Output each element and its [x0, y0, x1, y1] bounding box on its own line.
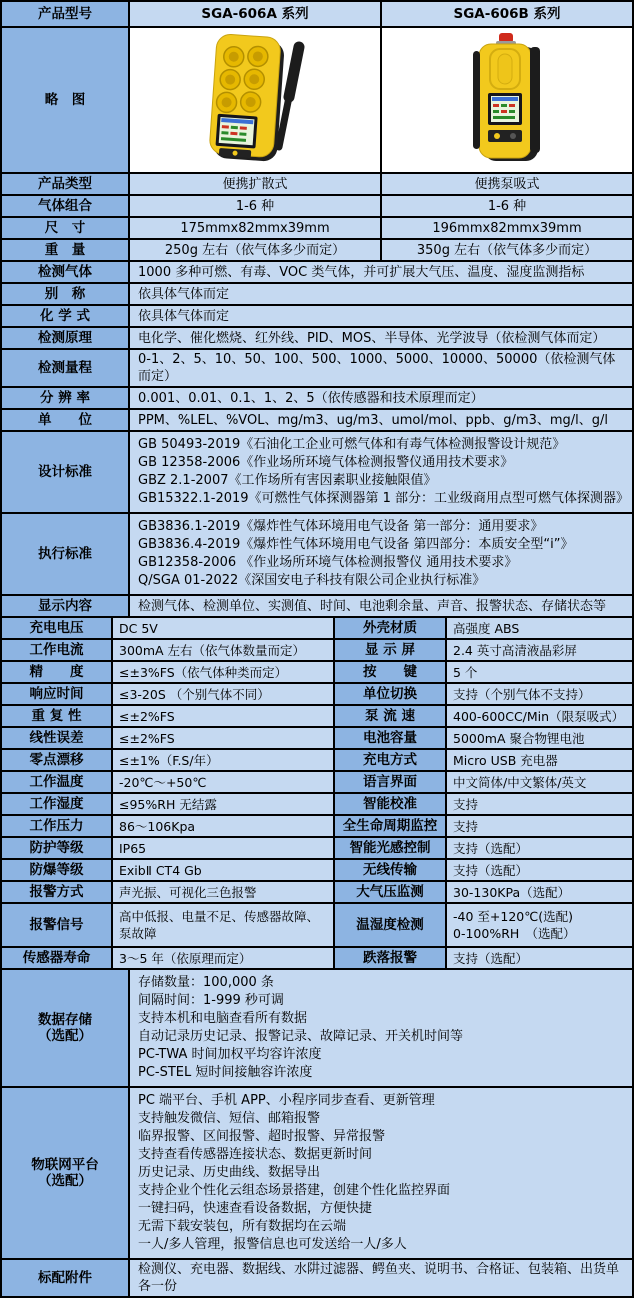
text-line: 依具体气体而定 — [138, 308, 230, 324]
text-line: Q/SGA 01-2022《深国安电子科技有限公司企业执行标准》 — [138, 573, 486, 588]
row-label-alarm-signal — [2, 904, 113, 946]
text-line: 检测气体、检测单位、实测值、时间、电池剩余量、声音、报警状态、存储状态等 — [138, 598, 607, 614]
text-line: 防护等级 — [29, 840, 84, 856]
spec-row-detect-gas — [2, 262, 632, 284]
text-line: 350g 左右（依气体多少而定） — [416, 242, 598, 258]
value-dimensions-b — [382, 218, 632, 238]
row-label-resolution — [2, 388, 130, 408]
value-detect-gas — [130, 262, 632, 282]
value-linearity-error-2 — [447, 728, 632, 748]
row-label-working-temperature — [2, 772, 113, 792]
value-response-time-2 — [447, 684, 632, 704]
text-line: ExibⅡ CT4 Gb — [119, 862, 202, 878]
row-label-sensor-life — [2, 948, 113, 968]
spec-row-zero-drift — [2, 750, 632, 772]
spec-row-linearity-error — [2, 728, 632, 750]
text-line: 1-6 种 — [235, 198, 275, 214]
value-alias — [130, 284, 632, 304]
text-line: 196mmx82mmx39mm — [432, 220, 582, 236]
row-label-response-time — [2, 684, 113, 704]
text-line: 支持 — [453, 818, 479, 834]
value-zero-drift-1 — [113, 750, 335, 770]
text-line: ≤±1%（F.S/年） — [119, 752, 219, 768]
value-standard-accessories — [130, 1260, 632, 1296]
value-gas-combination-b — [382, 196, 632, 216]
text-line: 高中低报、电量不足、传感器故障、泵故障 — [119, 909, 320, 941]
text-line: ≤95%RH 无结露 — [119, 796, 217, 812]
row-label-explosion-proof-rating — [2, 860, 113, 880]
text-line: 别 称 — [44, 286, 86, 302]
value-working-humidity-2 — [447, 794, 632, 814]
text-line: 175mmx82mmx39mm — [180, 220, 330, 236]
row-label-zero-drift-2 — [335, 750, 447, 770]
text-line: 0-1、2、5、10、50、100、500、1000、5000、10000、50000（依检测气体而定） — [138, 352, 616, 384]
text-line: 充电电压 — [29, 620, 84, 636]
text-line: 中文简体/中文繁体/英文 — [453, 774, 587, 790]
row-label-response-time-2 — [335, 684, 447, 704]
text-line: 检测仪、充电器、数据线、水阱过滤器、鳄鱼夹、说明书、合格证、包装箱、出货单各一份 — [138, 1262, 620, 1294]
row-label-detect-principle — [2, 328, 130, 348]
text-line: 智能光感控制 — [349, 840, 431, 856]
text-line: 报警方式 — [29, 884, 84, 900]
value-working-current-2 — [447, 640, 632, 660]
text-line: 精 度 — [29, 664, 84, 680]
value-execution-standards — [130, 514, 632, 594]
text-line: 支持（选配） — [453, 840, 529, 856]
row-label-detect-gas — [2, 262, 130, 282]
value-working-temperature-2 — [447, 772, 632, 792]
text-line: 2.4 英寸高清液晶彩屏 — [453, 642, 577, 658]
text-line: 显 示 屏 — [365, 642, 415, 658]
text-line: （选配） — [38, 1028, 92, 1044]
value-sensor-life-1 — [113, 948, 335, 968]
text-line: 尺 寸 — [44, 220, 86, 236]
text-line: ≤±3%FS（依气体种类而定） — [119, 664, 288, 680]
text-line: 30-130KPa（选配） — [453, 884, 571, 900]
text-line: 重 量 — [44, 242, 86, 258]
value-resolution — [130, 388, 632, 408]
text-line: 支持触发微信、短信、邮箱报警 — [138, 1111, 321, 1126]
text-line: 1000 多种可燃、有毒、VOC 类气体，并可扩展大气压、温度、湿度监测指标 — [138, 264, 585, 280]
spec-row-sensor-life — [2, 948, 632, 970]
text-line: 防爆等级 — [29, 862, 84, 878]
row-label-weight — [2, 240, 130, 260]
value-repeatability-1 — [113, 706, 335, 726]
text-line: 显示内容 — [38, 598, 92, 614]
value-product-type-a — [130, 174, 382, 194]
row-label-iot-platform — [2, 1088, 130, 1258]
text-line: 一人/多人管理，报警信息也可发送给一人/多人 — [138, 1237, 407, 1252]
value-weight-a — [130, 240, 382, 260]
spec-row-alarm-signal — [2, 904, 632, 948]
text-line: 语言界面 — [363, 774, 417, 790]
text-line: 物联网平台 — [31, 1157, 99, 1173]
value-working-pressure-1 — [113, 816, 335, 836]
row-label-standard-accessories — [2, 1260, 130, 1296]
text-line: GB15322.1-2019《可燃性气体探测器第 1 部分：工业级商用点型可燃气体探测器》 — [138, 491, 630, 506]
text-line: PC-TWA 时间加权平均容许浓度 — [138, 1047, 322, 1062]
text-line: 检测原理 — [38, 330, 92, 346]
text-line: 产品类型 — [38, 176, 92, 192]
value-alarm-signal-2 — [447, 904, 632, 946]
text-line: 气体组合 — [38, 198, 92, 214]
text-line: 依具体气体而定 — [138, 286, 230, 302]
row-label-charge-voltage-2 — [335, 618, 447, 638]
spec-row-execution-standards — [2, 514, 632, 596]
spec-row-repeatability — [2, 706, 632, 728]
spec-row-gas-combination — [2, 196, 632, 218]
column-header-sga-606a: SGA-606A 系列 — [130, 2, 382, 26]
text-line: 化 学 式 — [40, 308, 90, 324]
text-line: 3～5 年（依原理而定） — [119, 950, 252, 966]
value-sensor-life-2 — [447, 948, 632, 968]
row-label-linearity-error-2 — [335, 728, 447, 748]
text-line: GB3836.1-2019《爆炸性气体环境用电气设备 第一部分：通用要求》 — [138, 519, 544, 534]
text-line: 大气压监测 — [356, 884, 424, 900]
text-line: IP65 — [119, 840, 147, 856]
spec-row-response-time — [2, 684, 632, 706]
row-label-alarm-mode-2 — [335, 882, 447, 902]
row-label-repeatability-2 — [335, 706, 447, 726]
value-accuracy-1 — [113, 662, 335, 682]
text-line: 一键扫码，快速查看设备数据，方便快捷 — [138, 1201, 373, 1216]
row-label-dimensions — [2, 218, 130, 238]
text-line: PPM、%LEL、%VOL、mg/m3、ug/m3、umol/mol、ppb、g/m3、mg/l、g/l — [138, 412, 609, 428]
spec-row-sketch — [2, 28, 632, 174]
text-line: 全生命周期监控 — [342, 818, 438, 834]
spec-row-display-content — [2, 596, 632, 618]
text-line: 跌落报警 — [363, 950, 417, 966]
value-working-current-1 — [113, 640, 335, 660]
row-label-data-storage — [2, 970, 130, 1086]
text-line: 无线传输 — [363, 862, 417, 878]
text-line: 数据存储 — [38, 1012, 92, 1028]
spec-row-chemical-formula — [2, 306, 632, 328]
row-label-repeatability — [2, 706, 113, 726]
value-linearity-error-1 — [113, 728, 335, 748]
text-line: 外壳材质 — [363, 620, 417, 636]
text-line: 智能校准 — [363, 796, 417, 812]
text-line: 1-6 种 — [487, 198, 527, 214]
value-protection-rating-2 — [447, 838, 632, 858]
spec-row-working-humidity — [2, 794, 632, 816]
row-label-linearity-error — [2, 728, 113, 748]
spec-row-charge-voltage — [2, 618, 632, 640]
text-line: 历史记录、历史曲线、数据导出 — [138, 1165, 321, 1180]
text-line: 支持（个别气体不支持） — [453, 686, 591, 702]
value-response-time-1 — [113, 684, 335, 704]
text-line: 400-600CC/Min（限泵吸式） — [453, 708, 625, 724]
value-alarm-mode-1 — [113, 882, 335, 902]
spec-row-standard-accessories — [2, 1260, 632, 1296]
text-line: ≤±2%FS — [119, 708, 175, 724]
text-line: GB3836.4-2019《爆炸性气体环境用电气设备 第四部分：本质安全型“i”》 — [138, 537, 574, 552]
row-label-units — [2, 410, 130, 430]
text-line: 自动记录历史记录、报警记录、故障记录、开关机时间等 — [138, 1029, 464, 1044]
value-design-standards — [130, 432, 632, 512]
text-line: 高强度 ABS — [453, 620, 520, 636]
text-line: 充电方式 — [363, 752, 417, 768]
row-label-sensor-life-2 — [335, 948, 447, 968]
row-label-design-standards — [2, 432, 130, 512]
text-line: 零点漂移 — [29, 752, 84, 768]
column-header-sga-606b: SGA-606B 系列 — [382, 2, 632, 26]
spec-row-product-type — [2, 174, 632, 196]
row-label-working-humidity-2 — [335, 794, 447, 814]
spec-row-model — [2, 2, 632, 28]
value-detect-range — [130, 350, 632, 386]
text-line: 报警信号 — [29, 917, 84, 933]
row-label-product-type — [2, 174, 130, 194]
text-line: 响应时间 — [29, 686, 84, 702]
text-line: 86～106Kpa — [119, 818, 196, 834]
row-label-accuracy-2 — [335, 662, 447, 682]
row-label-charge-voltage — [2, 618, 113, 638]
value-alarm-signal-1 — [113, 904, 335, 946]
value-gas-combination-a — [130, 196, 382, 216]
value-display-content — [130, 596, 632, 616]
text-line: 温湿度检测 — [356, 917, 424, 933]
text-line: 无需下载安装包，所有数据均在云端 — [138, 1219, 347, 1234]
value-working-pressure-2 — [447, 816, 632, 836]
row-label-execution-standards — [2, 514, 130, 594]
spec-row-explosion-proof-rating — [2, 860, 632, 882]
text-line: （选配） — [38, 1173, 92, 1189]
text-line: PC-STEL 短时间接触容许浓度 — [138, 1065, 313, 1080]
value-working-humidity-1 — [113, 794, 335, 814]
value-product-type-b — [382, 174, 632, 194]
product-image-sga-606a — [130, 28, 382, 172]
value-alarm-mode-2 — [447, 882, 632, 902]
row-label-protection-rating-2 — [335, 838, 447, 858]
product-image-sga-606b — [382, 28, 632, 172]
text-line: GB 50493-2019《石油化工企业可燃气体和有毒气体检测报警设计规范》 — [138, 437, 566, 452]
text-line: GB 12358-2006《作业场所环境气体检测报警仪通用技术要求》 — [138, 455, 514, 470]
text-line: 250g 左右（依气体多少而定） — [164, 242, 346, 258]
text-line: 0.001、0.01、0.1、1、2、5（依传感器和技术原理而定） — [138, 390, 484, 406]
text-line: GB12358-2006 《作业场所环境气体检测报警仪 通用技术要求》 — [138, 555, 518, 570]
spec-row-weight — [2, 240, 632, 262]
row-label-gas-combination — [2, 196, 130, 216]
text-line: 标配附件 — [38, 1270, 92, 1286]
spec-row-alarm-mode — [2, 882, 632, 904]
row-label-working-pressure — [2, 816, 113, 836]
text-line: 临界报警、区间报警、超时报警、异常报警 — [138, 1129, 386, 1144]
spec-row-iot-platform — [2, 1088, 632, 1260]
spec-row-protection-rating — [2, 838, 632, 860]
text-line: 300mA 左右（依气体数量而定） — [119, 642, 306, 658]
text-line: 重 复 性 — [31, 708, 82, 724]
row-label-working-humidity — [2, 794, 113, 814]
text-line: 声光振、可视化三色报警 — [119, 884, 257, 900]
value-repeatability-2 — [447, 706, 632, 726]
column-header-model-label: 产品型号 — [2, 2, 130, 26]
text-line: 便携扩散式 — [222, 176, 288, 192]
spec-row-working-pressure — [2, 816, 632, 838]
row-label-working-temperature-2 — [335, 772, 447, 792]
value-iot-platform — [130, 1088, 632, 1258]
text-line: DC 5V — [119, 620, 158, 636]
value-data-storage — [130, 970, 632, 1086]
row-label-working-current — [2, 640, 113, 660]
row-label-working-current-2 — [335, 640, 447, 660]
text-line: 便携泵吸式 — [474, 176, 540, 192]
text-line: 存储数量：100,000 条 — [138, 975, 274, 990]
text-line: 工作温度 — [29, 774, 84, 790]
value-weight-b — [382, 240, 632, 260]
text-line: 支持查看传感器连接状态、数据更新时间 — [138, 1147, 373, 1162]
text-line: 支持本机和电脑查看所有数据 — [138, 1011, 308, 1026]
value-charge-voltage-1 — [113, 618, 335, 638]
spec-row-detect-range — [2, 350, 632, 388]
row-label-explosion-proof-rating-2 — [335, 860, 447, 880]
text-line: 5000mA 聚合物锂电池 — [453, 730, 585, 746]
row-label-working-pressure-2 — [335, 816, 447, 836]
row-label-protection-rating — [2, 838, 113, 858]
spec-row-data-storage — [2, 970, 632, 1088]
value-dimensions-a — [130, 218, 382, 238]
row-label-chemical-formula — [2, 306, 130, 326]
text-line: -40 至+120℃(选配) — [453, 909, 574, 924]
row-label-display-content — [2, 596, 130, 616]
text-line: ≤3-20S （个别气体不同） — [119, 686, 270, 702]
text-line: 间隔时间：1-999 秒可调 — [138, 993, 284, 1008]
row-label-alias — [2, 284, 130, 304]
text-line: 执行标准 — [38, 546, 92, 562]
text-line: PC 端平台、手机 APP、小程序同步查看、更新管理 — [138, 1093, 435, 1108]
spec-row-working-temperature — [2, 772, 632, 794]
text-line: 0-100%RH （选配） — [453, 926, 576, 941]
spec-row-resolution — [2, 388, 632, 410]
value-explosion-proof-rating-2 — [447, 860, 632, 880]
value-zero-drift-2 — [447, 750, 632, 770]
value-detect-principle — [130, 328, 632, 348]
value-working-temperature-1 — [113, 772, 335, 792]
text-line: GBZ 2.1-2007《工作场所有害因素职业接触限值》 — [138, 473, 437, 488]
device-a-illustration — [175, 31, 335, 169]
text-line: 支持（选配） — [453, 950, 529, 966]
text-line: 分 辨 率 — [40, 390, 90, 406]
spec-row-accuracy — [2, 662, 632, 684]
value-units — [130, 410, 632, 430]
spec-row-design-standards — [2, 432, 632, 514]
row-label-detect-range — [2, 350, 130, 386]
spec-row-dimensions — [2, 218, 632, 240]
text-line: 工作湿度 — [29, 796, 84, 812]
text-line: 支持 — [453, 796, 479, 812]
text-line: 支持企业个性化云组态场景搭建，创建个性化监控界面 — [138, 1183, 451, 1198]
spec-row-detect-principle — [2, 328, 632, 350]
row-label-accuracy — [2, 662, 113, 682]
text-line: 单位切换 — [363, 686, 417, 702]
text-line: 按 键 — [363, 664, 417, 680]
spec-row-alias — [2, 284, 632, 306]
text-line: 电池容量 — [363, 730, 417, 746]
value-protection-rating-1 — [113, 838, 335, 858]
row-label-sketch — [2, 28, 130, 172]
device-b-illustration — [432, 31, 582, 169]
text-line: ≤±2%FS — [119, 730, 175, 746]
row-label-zero-drift — [2, 750, 113, 770]
text-line: -20℃～+50℃ — [119, 774, 207, 790]
value-explosion-proof-rating-1 — [113, 860, 335, 880]
text-line: 泵 流 速 — [365, 708, 415, 724]
text-line: Micro USB 充电器 — [453, 752, 558, 768]
text-line: 线性误差 — [29, 730, 84, 746]
spec-row-units — [2, 410, 632, 432]
text-line: 支持（选配） — [453, 862, 529, 878]
text-line: 5 个 — [453, 664, 478, 680]
text-line: 检测气体 — [38, 264, 92, 280]
value-chemical-formula — [130, 306, 632, 326]
text-line: 电化学、催化燃烧、红外线、PID、MOS、半导体、光学波导（依检测气体而定） — [138, 330, 606, 346]
text-line: 工作压力 — [29, 818, 84, 834]
value-accuracy-2 — [447, 662, 632, 682]
text-line: 单 位 — [38, 412, 92, 428]
text-line: 检测量程 — [38, 360, 92, 376]
text-line: 工作电流 — [29, 642, 84, 658]
row-label-alarm-signal-2 — [335, 904, 447, 946]
spec-row-working-current — [2, 640, 632, 662]
text-line: 设计标准 — [38, 464, 92, 480]
row-label-alarm-mode — [2, 882, 113, 902]
text-line: 传感器寿命 — [22, 950, 91, 966]
value-charge-voltage-2 — [447, 618, 632, 638]
text-line: 略 图 — [44, 92, 86, 108]
